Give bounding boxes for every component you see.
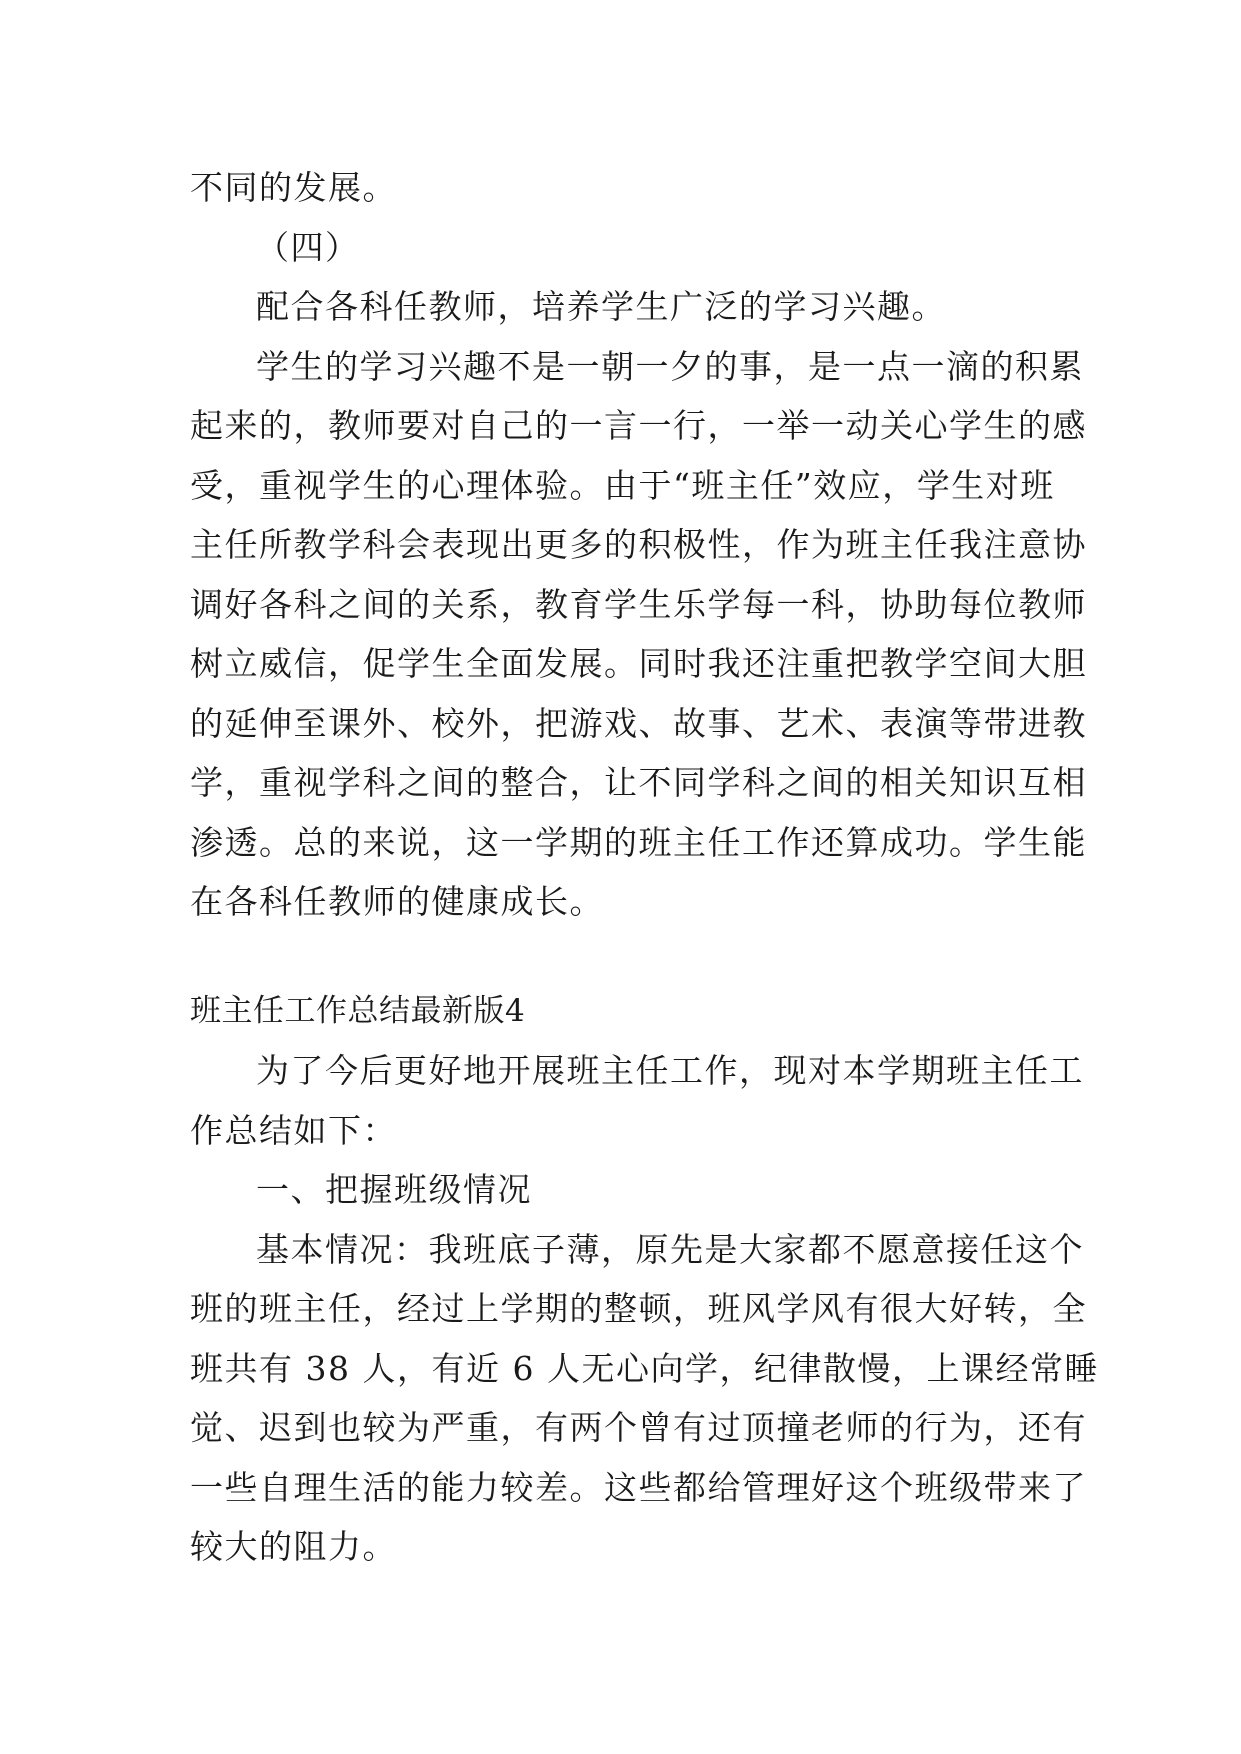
paragraph-line: 学，重视学科之间的整合，让不同学科之间的相关知识互相 <box>190 763 1087 802</box>
paragraph-line: 受，重视学生的心理体验。由于“班主任”效应，学生对班 <box>190 465 1055 505</box>
section-gap <box>190 932 1052 982</box>
paragraph-line: 在各科任教师的健康成长。 <box>190 882 604 921</box>
paragraph-line: 渗透。总的来说，这一学期的班主任工作还算成功。学生能 <box>190 822 1087 862</box>
paragraph-line: 班的班主任，经过上学期的整顿，班风学风有很大好转，全 <box>190 1289 1087 1328</box>
paragraph-class-situation <box>190 1220 1099 1577</box>
paragraph-line: 一些自理生活的能力较差。这些都给管理好这个班级带来了 <box>190 1467 1087 1507</box>
section-title: 配合各科任教师，培养学生广泛的学习兴趣。 <box>256 287 946 326</box>
paragraph-line: 较大的阻力。 <box>190 1527 397 1566</box>
paragraph-line: 基本情况：我班底子薄，原先是大家都不愿意接任这个 <box>256 1229 1084 1269</box>
paragraph-intro <box>190 1041 1084 1160</box>
paragraph-line: 主任所教学科会表现出更多的积极性，作为班主任我注意协 <box>190 525 1087 564</box>
paragraph-line: 为了今后更好地开展班主任工作，现对本学期班主任工 <box>256 1051 1084 1090</box>
paragraph-line: 觉、迟到也较为严重，有两个曾有过顶撞老师的行为，还有 <box>190 1408 1087 1447</box>
paragraph-tail: 不同的发展。 <box>190 168 397 207</box>
subheading: 一、把握班级情况 <box>256 1170 532 1209</box>
document-page <box>190 158 1099 1577</box>
paragraph-line: 起来的，教师要对自己的一言一行，一举一动关心学生的感 <box>190 406 1087 445</box>
section-marker: （四） <box>256 227 360 267</box>
paragraph-interest <box>190 337 1087 932</box>
paragraph-line: 班共有 38 人，有近 6 人无心向学，纪律散慢，上课经常睡 <box>190 1348 1099 1388</box>
paragraph-line: 树立威信，促学生全面发展。同时我还注重把教学空间大胆 <box>190 644 1087 683</box>
paragraph-line: 的延伸至课外、校外，把游戏、故事、艺术、表演等带进教 <box>190 703 1087 743</box>
article-heading: 班主任工作总结最新版4 <box>190 992 526 1029</box>
paragraph-line: 调好各科之间的关系，教育学生乐学每一科，协助每位教师 <box>190 584 1087 624</box>
paragraph-line: 作总结如下： <box>190 1110 397 1150</box>
paragraph-line: 学生的学习兴趣不是一朝一夕的事，是一点一滴的积累 <box>256 346 1084 386</box>
